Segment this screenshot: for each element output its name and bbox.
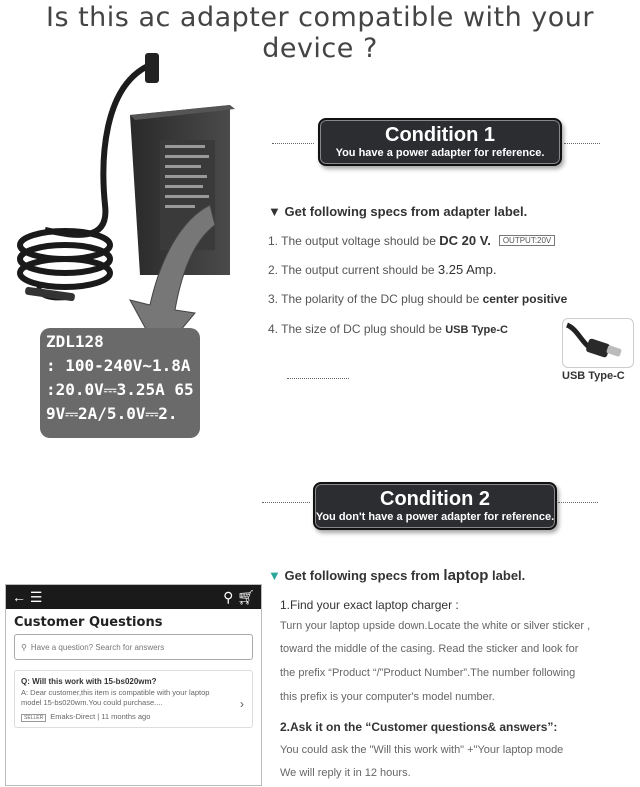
spec-title-em: laptop [443,567,489,584]
condition1-heading: Condition 1 [385,124,495,146]
spec-title-text: Get following specs from adapter label. [284,204,528,219]
chevron-right-icon[interactable]: › [240,697,244,711]
usb-type-c-label: USB Type-C [562,370,625,382]
spec-item [268,292,567,306]
adapter-label-line: ZDL128 [46,332,104,351]
condition2-subheading: You don't have a power adapter for reference. [315,511,555,523]
answer-meta-text: Emaks-Direct | 11 months ago [50,712,151,721]
spec-item [268,322,508,336]
divider [262,502,310,503]
spec-item-value: DC 20 V. [439,233,491,248]
back-menu-icon[interactable]: ← ☰ [12,588,43,605]
step1-line: the prefix “Product “/”Product Number”.The number following [280,667,576,679]
spec-title-text: label. [488,568,526,583]
step2-line: You could ask the "Will this work with" +"Your laptop mode [280,744,564,756]
search-icon: ⚲ [21,642,27,652]
condition2-heading: Condition 2 [380,488,490,510]
triangle-icon: ▼ [268,568,281,583]
step1-line: Turn your laptop upside down.Locate the white or silver sticker , [280,620,591,632]
step1-line: this prefix is your computer's model number. [280,691,495,703]
divider [287,378,349,379]
output-tag: OUTPUT:20V [499,235,555,246]
answer-text: A: Dear customer,this item is compatible with your laptop model 15-bs020wm.You could purchase.... [21,688,210,707]
usb-c-plug-icon [562,318,634,368]
step1-title: 1.Find your exact laptop charger : [280,598,459,612]
phone-screenshot [5,584,262,786]
seller-badge: SELLER [21,714,46,722]
spec-item-value: 3.25 Amp. [437,262,497,277]
divider [272,143,314,144]
adapter-label-line: :20.0V⎓3.25A 65 [46,380,194,399]
phone-top-bar [6,585,261,609]
spec-item-value: center positive [482,292,568,306]
customer-questions-title: Customer Questions [14,615,163,630]
condition2-spec-title [268,567,525,584]
step2-line: We will reply it in 12 hours. [280,767,411,779]
question-search-input[interactable] [14,634,253,660]
question-card[interactable] [14,670,253,728]
adapter-label-line: 9V⎓2A/5.0V⎓2. [46,404,178,423]
spec-item-text: 4. The size of DC plug should be [268,322,446,336]
condition1-badge [318,118,562,166]
page-title: Is this ac adapter compatible with your device ? [45,2,595,64]
triangle-icon: ▼ [268,204,281,219]
spec-title-text: Get following specs from [284,568,444,583]
adapter-label-line: : 100-240V~1.8A [46,356,191,375]
condition2-badge [313,482,557,530]
spec-item [268,233,555,248]
spec-item-text: 2. The output current should be [268,263,438,277]
condition1-subheading: You have a power adapter for reference. [335,147,545,159]
search-placeholder: Have a question? Search for answers [30,642,165,652]
spec-item [268,262,496,277]
spec-item-text: 3. The polarity of the DC plug should be [268,292,483,306]
divider [564,143,600,144]
spec-item-value: USB Type-C [445,324,508,336]
search-cart-icon[interactable]: ⚲ 🛒︎ [223,588,255,605]
step2-title: 2.Ask it on the “Customer questions& answers”: [280,720,558,734]
condition1-spec-title [268,204,527,219]
answer-meta [21,712,246,721]
step1-line: toward the middle of the casing. Read the sticker and look for [280,643,579,655]
divider [558,502,598,503]
adapter-label-zoom [40,328,200,438]
spec-item-text: 1. The output voltage should be [268,234,440,248]
question-text: Q: Will this work with 15-bs020wm? [21,677,157,686]
